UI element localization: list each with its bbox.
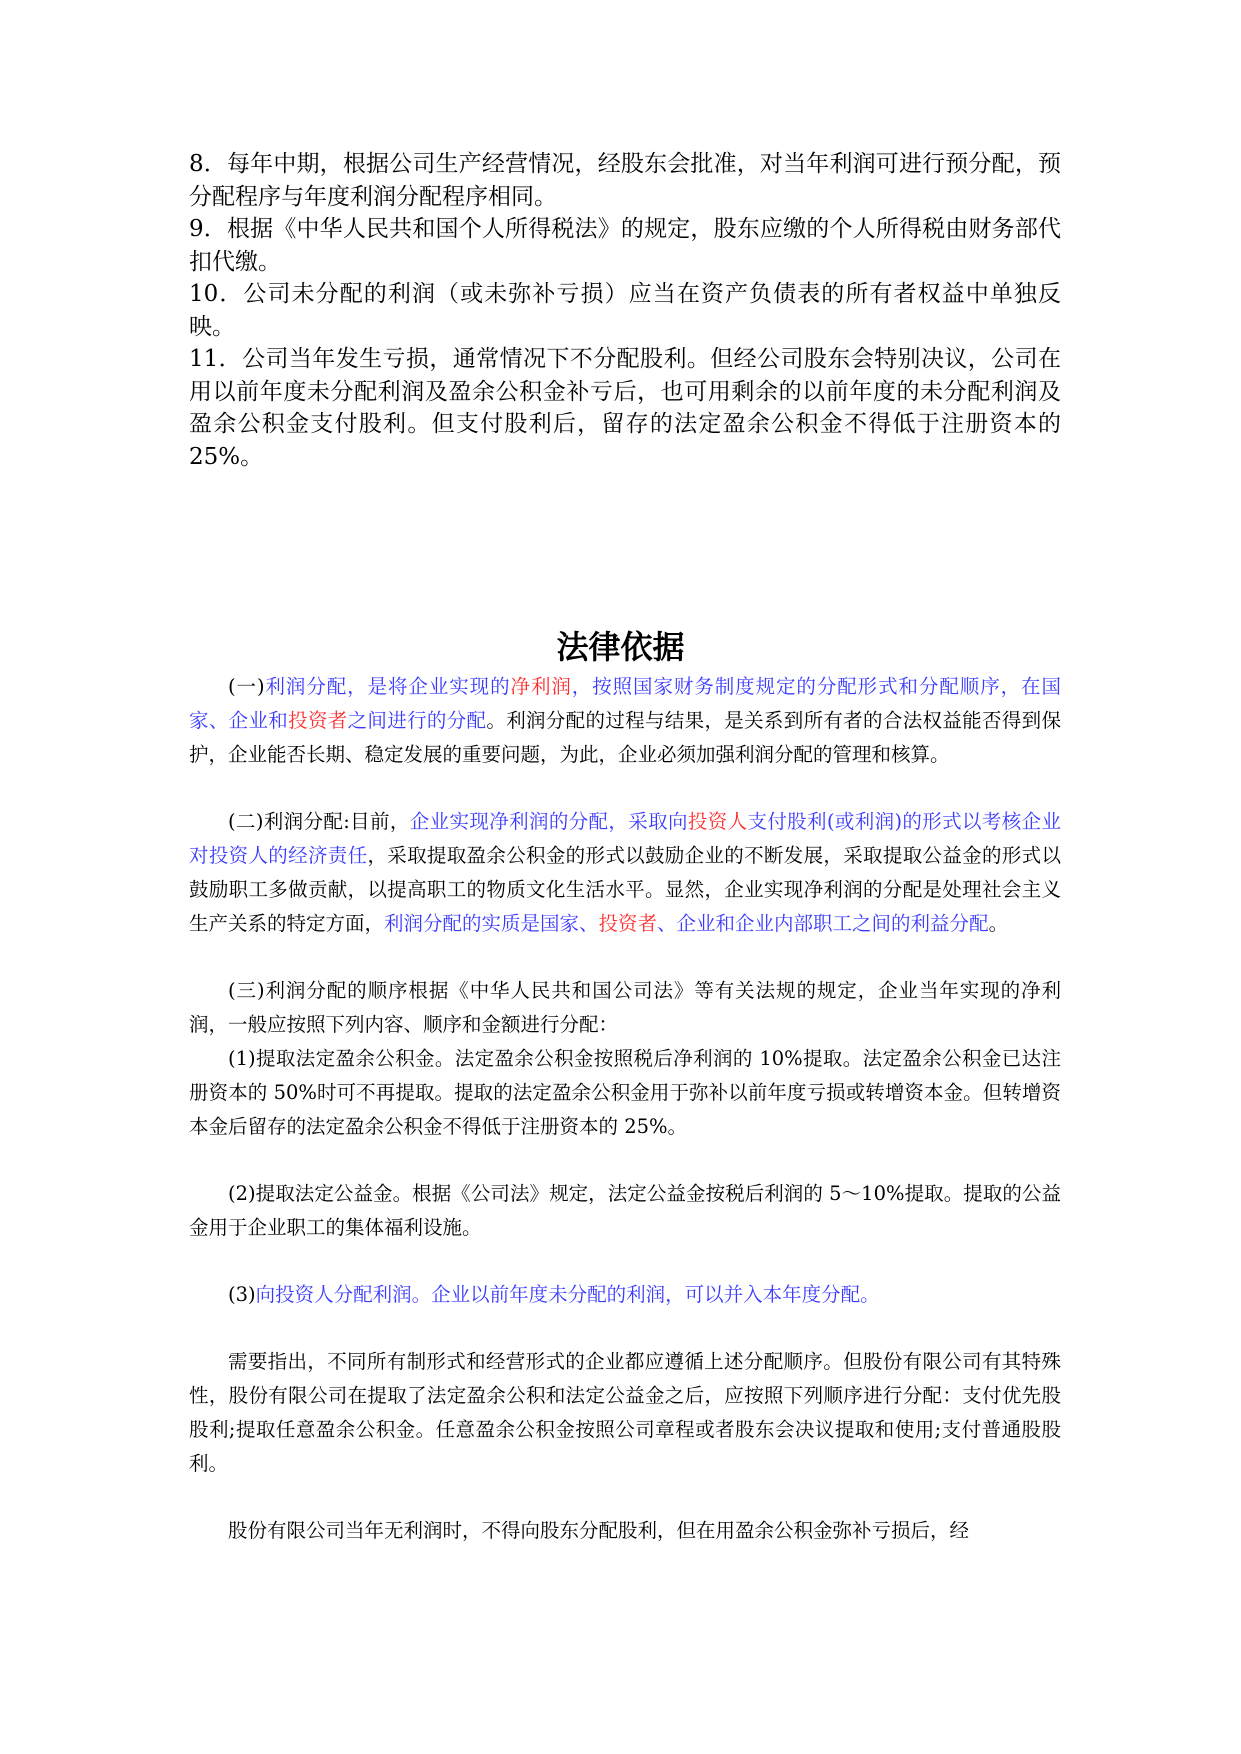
p6-prefix: (3) [228, 1283, 256, 1306]
paragraph-3: (三)利润分配的顺序根据《中华人民共和国公司法》等有关法规的规定，企业当年实现的净利润，一般应按照下列内容、顺序和金额进行分配： [189, 979, 1061, 1036]
p2-end: 。 [988, 912, 1009, 935]
section-title: 法律依据 [556, 628, 685, 666]
p1-highlight-investor[interactable]: 投资者 [288, 709, 348, 732]
p1-highlight-net-profit[interactable]: 净利润 [510, 675, 572, 698]
p6-link[interactable]: 向投资人分配利润。企业以前年度未分配的利润，可以并入本年度分配。 [255, 1283, 880, 1306]
p1-text: 。利润分配的过程与结果，是关系到所有者的合法权益能否得到保护，企业能否长期、稳定发展的重要问题，为此，企业必须加强利润分配的管理和核算。 [189, 709, 1061, 766]
paragraph-7: 需要指出，不同所有制形式和经营形式的企业都应遵循上述分配顺序。但股份有限公司有其特殊性，股份有限公司在提取了法定盈余公积和法定公益金之后，应按照下列顺序进行分配：支付优先股股利;提取任意盈余公积金。任意盈余公积金按照公司章程或者股东会决议提取和使用;支付普通股股利。 [189, 1350, 1061, 1475]
paragraph-5: (2)提取法定公益金。根据《公司法》规定，法定公益金按税后利润的 5～10%提取。提取的公益金用于企业职工的集体福利设施。 [189, 1182, 1061, 1239]
p2-prefix: (二)利润分配:目前， [228, 810, 410, 833]
p2-link-4[interactable]: 、企业和企业内部职工之间的利益分配 [657, 912, 989, 935]
p1-link-1[interactable]: 利润分配，是将企业实现的 [264, 675, 511, 698]
list-item-9: 9．根据《中华人民共和国个人所得税法》的规定，股东应缴的个人所得税由财务部代扣代缴。 [189, 216, 1061, 275]
paragraph-8: 股份有限公司当年无利润时，不得向股东分配股利，但在用盈余公积金弥补亏损后，经 [228, 1519, 970, 1542]
list-item-11: 11．公司当年发生亏损，通常情况下不分配股利。但经公司股东会特别决议，公司在用以前年度未分配利润及盈余公积金补亏后，也可用剩余的以前年度的未分配利润及盈余公积金支付股利。但支付股利后，留存的法定盈余公积金不得低于注册资本的 25%。 [189, 346, 1061, 470]
p2-link-1[interactable]: 企业实现净利润的分配，采取向 [409, 810, 688, 833]
section-body [189, 670, 1061, 1548]
p1-prefix: (一) [228, 675, 265, 698]
p1-link-2[interactable]: ，按照国家财务制度规定的分配形式和分配顺序，在国家、企业和 [189, 675, 1061, 732]
list-item-8: 8．每年中期，根据公司生产经营情况，经股东会批准，对当年利润可进行预分配，预分配程序与年度利润分配程序相同。 [189, 151, 1061, 210]
p2-link-3[interactable]: 利润分配的实质是国家、 [384, 912, 599, 935]
p2-highlight-investor[interactable]: 投资人 [687, 810, 748, 833]
paragraph-2 [189, 805, 1061, 941]
paragraph-6 [189, 1278, 1061, 1312]
p2-text: ，采取提取盈余公积金的形式以鼓励企业的不断发展，采取提取公益金的形式以鼓励职工多做贡献，以提高职工的物质文化生活水平。显然，企业实现净利润的分配是处理社会主义生产关系的特定方面， [189, 844, 1061, 935]
paragraph-4: (1)提取法定盈余公积金。法定盈余公积金按照税后净利润的 10%提取。法定盈余公积金已达注册资本的 50%时可不再提取。提取的法定盈余公积金用于弥补以前年度亏损或转增资本金。但转增资本金后留存的法定盈余公积金不得低于注册资本的 25%。 [189, 1047, 1061, 1138]
numbered-list [189, 148, 1061, 473]
list-item-10: 10．公司未分配的利润（或未弥补亏损）应当在资产负债表的所有者权益中单独反映。 [189, 281, 1061, 340]
paragraph-1 [189, 670, 1061, 772]
p2-link-2[interactable]: 支付股利(或利润)的形式以考核企业对投资人的经济责任 [189, 810, 1061, 867]
p2-highlight-investor-2[interactable]: 投资者 [598, 912, 658, 935]
p1-link-3[interactable]: 之间进行的分配 [347, 709, 487, 732]
